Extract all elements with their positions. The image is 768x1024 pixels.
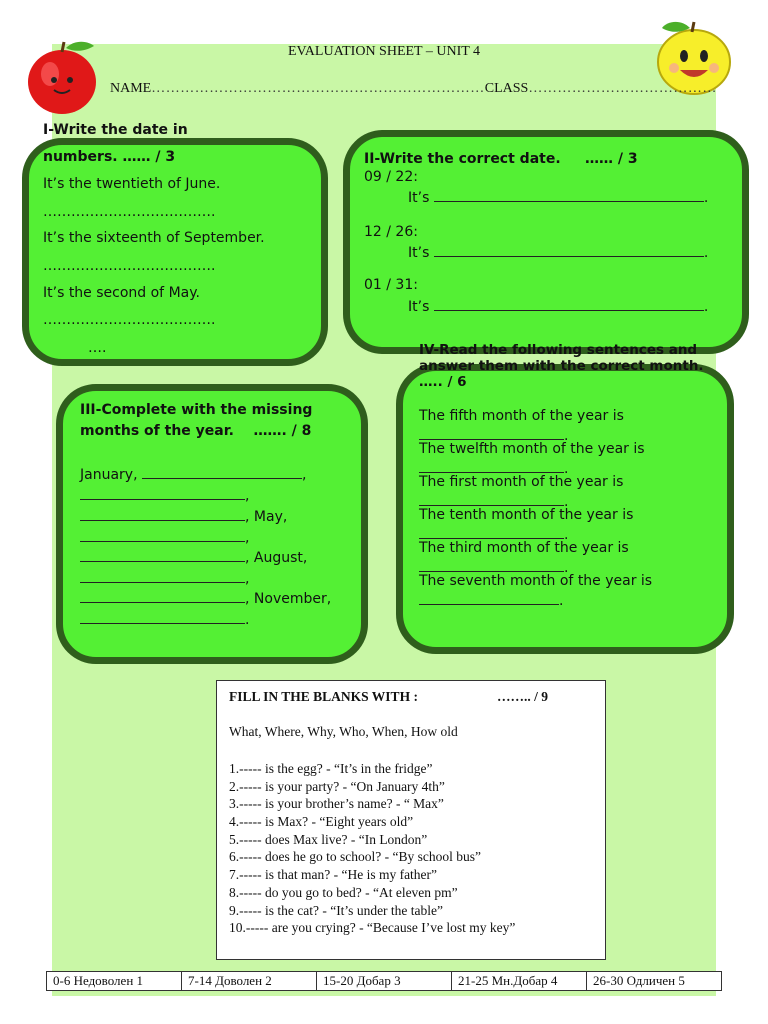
exercise-1-answer[interactable]: ………………………………. [43, 258, 216, 274]
exercise-2-title: II-Write the correct date. …… / 3 [364, 151, 638, 167]
name-field[interactable]: …………………………………………………………… [151, 81, 485, 96]
answer-blank[interactable] [142, 464, 302, 479]
exercise-1-trail: …. [88, 340, 107, 356]
answer-blank[interactable] [80, 568, 245, 583]
exercise-4-answer: . [419, 524, 568, 543]
exercise-2-answer-row: It’s . [408, 242, 708, 261]
exercise-3-row: , November, [80, 588, 331, 607]
exercise-3-row: , [80, 485, 249, 504]
fill-item: 5.----- does Max live? - “In London” [229, 832, 428, 847]
fill-item: 6.----- does he go to school? - “By school bus” [229, 849, 481, 864]
fill-item: 3.----- is your brother’s name? - “ Max” [229, 796, 444, 811]
exercise-4-item: The third month of the year is [419, 540, 629, 556]
fill-item: 4.----- is Max? - “Eight years old” [229, 814, 414, 829]
month-label: May, [253, 509, 288, 525]
exercise-1-title-line2: numbers. …… / 3 [43, 149, 176, 165]
name-class-row [110, 81, 717, 97]
answer-blank[interactable] [434, 187, 704, 202]
exercise-3-row: January, , [80, 464, 306, 483]
exercise-3-row: , August, [80, 547, 307, 566]
month-label: August, [253, 550, 308, 566]
fill-item: 7.----- is that man? - “He is my father” [229, 867, 438, 882]
grade-cell: 15-20 Добар 3 [317, 972, 452, 990]
its-label: It’s [408, 299, 430, 315]
answer-blank[interactable] [419, 491, 564, 506]
exercise-4-answer: . [419, 425, 568, 444]
exercise-3-title-line1: III-Complete with the missing [80, 402, 313, 418]
grade-cell: 21-25 Мн.Добар 4 [452, 972, 587, 990]
fill-item: 10.----- are you crying? - “Because I’ve lost my key” [229, 920, 516, 935]
exercise-1-item: It’s the sixteenth of September. [43, 230, 265, 246]
exercise-4-item: The twelfth month of the year is [419, 441, 645, 457]
exercise-4-item: The first month of the year is [419, 474, 624, 490]
class-label: CLASS [484, 81, 529, 96]
fill-in-blanks-box [216, 680, 606, 960]
fill-item: 2.----- is your party? - “On January 4th” [229, 779, 445, 794]
answer-blank[interactable] [80, 506, 245, 521]
exercise-1-title-line1: I-Write the date in [43, 122, 188, 138]
grade-cell: 26-30 Одличен 5 [593, 973, 685, 988]
fill-title: FILL IN THE BLANKS WITH : [229, 689, 418, 704]
exercise-4-item: The fifth month of the year is [419, 408, 624, 424]
answer-blank[interactable] [434, 296, 704, 311]
answer-blank[interactable] [80, 547, 245, 562]
answer-blank[interactable] [80, 609, 245, 624]
exercise-3-row: . [80, 609, 249, 628]
fill-score: …….. / 9 [497, 689, 549, 704]
answer-blank[interactable] [419, 425, 564, 440]
exercise-4-item: The seventh month of the year is [419, 573, 653, 589]
grade-table [46, 971, 722, 991]
exercise-4-answer: . [419, 458, 568, 477]
exercise-2-date: 12 / 26: [364, 224, 418, 240]
answer-blank[interactable] [419, 590, 559, 605]
exercise-3-row: , [80, 527, 249, 546]
month-label: November, [253, 591, 332, 607]
answer-blank[interactable] [80, 485, 245, 500]
exercise-3-row: , May, [80, 506, 287, 525]
exercise-1-answer[interactable]: ………………………………. [43, 312, 216, 328]
exercise-1-item: It’s the twentieth of June. [43, 176, 221, 192]
exercise-3-row: , [80, 568, 249, 587]
exercise-1-item: It’s the second of May. [43, 285, 200, 301]
its-label: It’s [408, 245, 430, 261]
exercise-2-answer-row: It’s . [408, 296, 708, 315]
month-label: January, [80, 467, 138, 483]
name-label: NAME [110, 81, 152, 96]
exercise-2-date: 09 / 22: [364, 169, 418, 185]
fill-words: What, Where, Why, Who, When, How old [229, 724, 458, 739]
exercise-4-item: The tenth month of the year is [419, 507, 634, 523]
exercise-4-answer: . [419, 557, 568, 576]
answer-blank[interactable] [419, 557, 564, 572]
answer-blank[interactable] [434, 242, 704, 257]
its-label: It’s [408, 190, 430, 206]
answer-blank[interactable] [419, 458, 564, 473]
answer-blank[interactable] [80, 527, 245, 542]
grade-cell: 0-6 Недоволен 1 [47, 972, 182, 990]
exercise-1-box [22, 138, 328, 366]
answer-blank[interactable] [419, 524, 564, 539]
grade-cell: 7-14 Доволен 2 [182, 972, 317, 990]
exercise-1-answer[interactable]: ………………………………. [43, 204, 216, 220]
exercise-4-title: IV-Read the following sentences and answer them with the correct month. ….. / 6 [419, 342, 718, 390]
fill-item: 1.----- is the egg? - “It’s in the fridge” [229, 761, 433, 776]
class-field[interactable]: ………………………………… [528, 81, 717, 96]
exercise-2-answer-row: It’s . [408, 187, 708, 206]
exercise-2-date: 01 / 31: [364, 277, 418, 293]
answer-blank[interactable] [80, 588, 245, 603]
fill-item: 8.----- do you go to bed? - “At eleven pm” [229, 885, 458, 900]
exercise-3-title-line2: months of the year. ……. / 8 [80, 423, 312, 439]
page-title: EVALUATION SHEET – UNIT 4 [287, 44, 481, 59]
exercise-4-answer: . [419, 491, 568, 510]
fill-item: 9.----- is the cat? - “It’s under the table” [229, 903, 444, 918]
exercise-4-answer: . [419, 590, 563, 609]
